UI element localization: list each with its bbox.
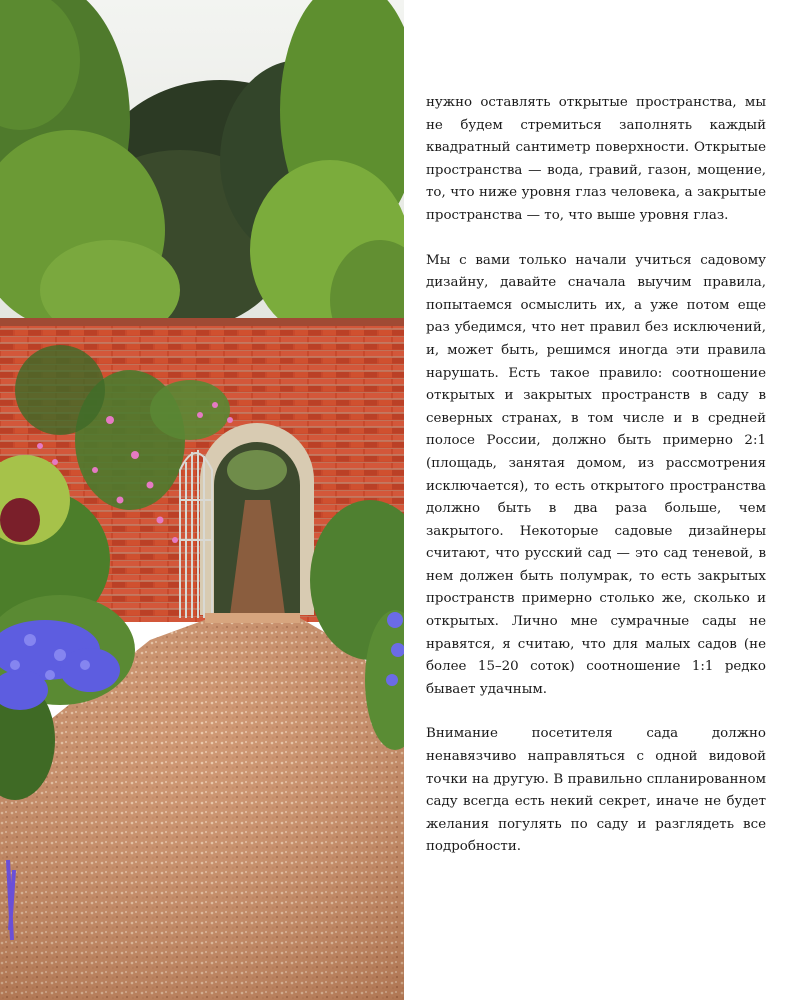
paragraph-2: Мы с вами только начали учиться садовому дизайну, давайте сначала выучим правила, попытаемся осмыслить их, а уже потом еще раз убедимся, что нет правил без исключений, и, может быть, решимся иногда эти правила нарушать. Есть такое правило: соотношение открытых и закрытых пространств в саду в северных странах, в том числе и в средней полосе России, должно быть примерно 2:1 (площадь, занятая домом, из рассмотрения исключается), то есть открытого пространства должно быть в два раза больше, чем закрытого. Некоторые садовые дизайнеры считают, что русский сад — это сад теневой, в нем должен быть полумрак, то есть закрытых пространств примерно столько же, сколько и открытых. Лично мне сумрачные сады не нравятся, я считаю, что для малых садов (не более 15–20 соток) соотношение 1:1 редко бывает удачным. [426, 252, 766, 697]
paragraph-3: Внимание посетителя сада должно ненавязчиво направляться с одной видовой точки на другую. В правильно спланированном саду всегда есть некий секрет, иначе не будет желания погулять по саду и разглядеть все подробности. [426, 726, 766, 855]
paragraph-1: нужно оставлять открытые пространства, мы не будем стремиться заполнять каждый квадратный сантиметр поверхности. Открытые пространства — вода, гравий, газон, мощение, то, что ниже уровня глаз человека, а закрытые пространства — то, что выше уровня глаз. [426, 95, 766, 223]
article-text [426, 92, 766, 881]
